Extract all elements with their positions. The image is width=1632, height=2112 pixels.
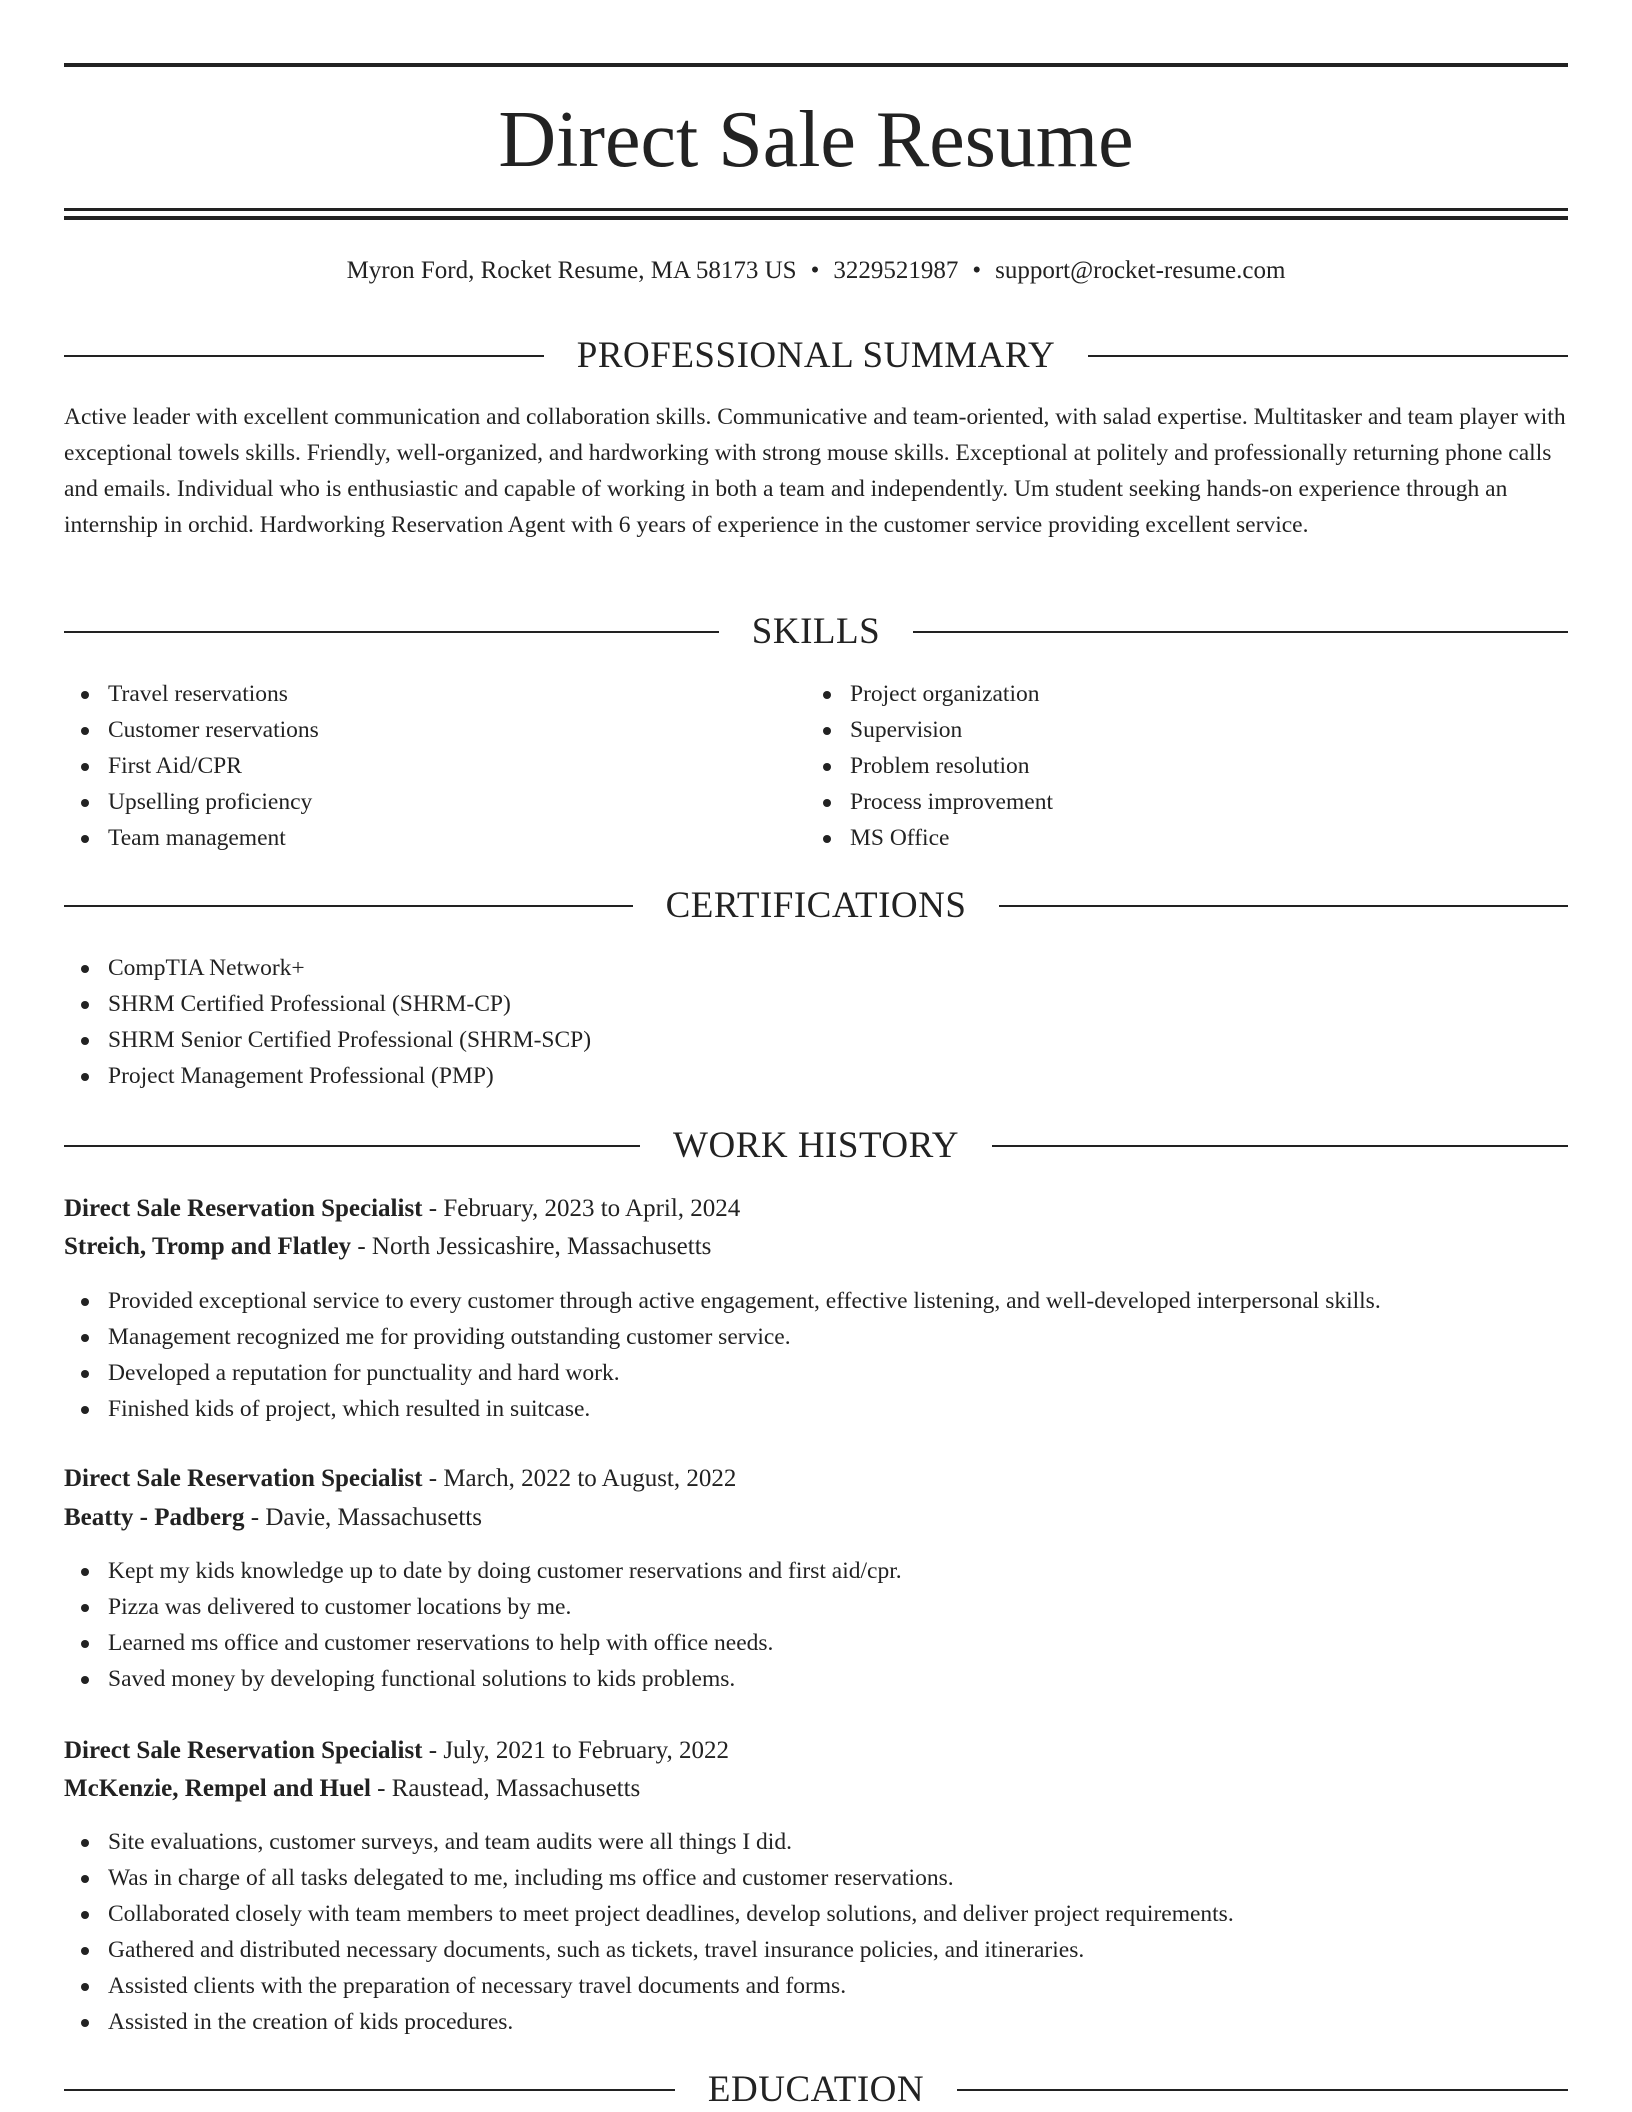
section-rule-right — [992, 1145, 1568, 1147]
skill-item: First Aid/CPR — [64, 748, 804, 784]
job-bullets — [64, 1553, 1568, 1697]
section-header-summary — [64, 334, 1568, 378]
job-bullet: Learned ms office and customer reservations to help with office needs. — [64, 1625, 1568, 1661]
certification-item: SHRM Certified Professional (SHRM-CP) — [64, 986, 1568, 1022]
certification-item: SHRM Senior Certified Professional (SHRM-SCP) — [64, 1022, 1568, 1058]
job-role-line — [64, 1460, 1568, 1498]
section-header-work-history — [64, 1124, 1568, 1168]
section-rule-left — [64, 1145, 640, 1147]
job-dates: - July, 2021 to February, 2022 — [422, 1737, 729, 1764]
title-double-rule — [64, 208, 1568, 220]
job-company: Streich, Tromp and Flatley — [64, 1233, 352, 1260]
skills-list-right — [806, 676, 1546, 856]
job-role-line — [64, 1190, 1568, 1228]
job-bullet: Collaborated closely with team members to meet project deadlines, develop solutions, and deliver project requirements. — [64, 1896, 1568, 1932]
contact-email: support@rocket-resume.com — [995, 257, 1286, 284]
job-company: Beatty - Padberg — [64, 1504, 245, 1531]
section-header-skills — [64, 610, 1568, 654]
job-role: Direct Sale Reservation Specialist — [64, 1195, 423, 1222]
job-role: Direct Sale Reservation Specialist — [64, 1465, 423, 1492]
section-title-work-history: WORK HISTORY — [673, 1125, 959, 1166]
skill-item: Team management — [64, 820, 804, 856]
skill-item: Travel reservations — [64, 676, 804, 712]
skill-item: MS Office — [806, 820, 1546, 856]
section-rule-left — [64, 905, 633, 907]
job-bullet: Assisted clients with the preparation of necessary travel documents and forms. — [64, 1968, 1568, 2004]
job-dates: - March, 2022 to August, 2022 — [422, 1465, 737, 1492]
job-company-line — [64, 1228, 1568, 1266]
job-bullet: Developed a reputation for punctuality and hard work. — [64, 1355, 1568, 1391]
job-bullet: Assisted in the creation of kids procedures. — [64, 2004, 1568, 2040]
job-bullet: Kept my kids knowledge up to date by doing customer reservations and first aid/cpr. — [64, 1553, 1568, 1589]
certification-item: Project Management Professional (PMP) — [64, 1058, 1568, 1094]
skill-item: Process improvement — [806, 784, 1546, 820]
job-location: - Raustead, Massachusetts — [370, 1775, 641, 1802]
job-bullet: Management recognized me for providing outstanding customer service. — [64, 1319, 1568, 1355]
job-bullet: Site evaluations, customer surveys, and team audits were all things I did. — [64, 1824, 1568, 1860]
skill-item: Problem resolution — [806, 748, 1546, 784]
resume-title: Direct Sale Resume — [498, 96, 1134, 184]
job-bullet: Was in charge of all tasks delegated to me, including ms office and customer reservations. — [64, 1860, 1568, 1896]
certifications-list — [64, 950, 1568, 1094]
job-bullet: Provided exceptional service to every customer through active engagement, effective listening, and well-developed interpersonal skills. — [64, 1283, 1568, 1319]
section-title-summary: PROFESSIONAL SUMMARY — [576, 335, 1056, 376]
section-rule-right — [913, 631, 1568, 633]
job-company: McKenzie, Rempel and Huel — [64, 1775, 371, 1802]
section-title-skills: SKILLS — [751, 611, 881, 652]
job-location: - North Jessicashire, Massachusetts — [351, 1233, 712, 1260]
skill-item: Customer reservations — [64, 712, 804, 748]
job-bullet: Pizza was delivered to customer locations by me. — [64, 1589, 1568, 1625]
section-title-education: EDUCATION — [707, 2069, 925, 2110]
job-dates: - February, 2023 to April, 2024 — [422, 1195, 741, 1222]
contact-separator: • — [972, 257, 982, 284]
section-rule-right — [1088, 355, 1568, 357]
contact-line — [64, 254, 1568, 288]
section-rule-left — [64, 355, 544, 357]
job-role-line — [64, 1732, 1568, 1770]
summary-text: Active leader with excellent communication and collaboration skills. Communicative and team-oriented, with salad expertise. Multitasker and team player with exceptional towels skills. Friendly, well-organized, and hardworking with strong mouse skills. Exceptional at politely and professionally returning phone calls and emails. Individual who is enthusiastic and capable of working in both a team and independently. Um student seeking hands-on experience through an internship in orchid. Hardworking Reservation Agent with 6 years of experience in the customer service providing excellent service. — [64, 404, 1566, 538]
section-title-certifications: CERTIFICATIONS — [665, 885, 967, 926]
contact-address: Myron Ford, Rocket Resume, MA 58173 US — [346, 257, 797, 284]
job-bullets — [64, 1283, 1568, 1427]
section-rule-right — [999, 905, 1568, 907]
section-header-certifications — [64, 884, 1568, 928]
section-header-education — [64, 2068, 1568, 2112]
job-bullet: Saved money by developing functional solutions to kids problems. — [64, 1661, 1568, 1697]
job-bullet: Gathered and distributed necessary documents, such as tickets, travel insurance policies, and itineraries. — [64, 1932, 1568, 1968]
skill-item: Project organization — [806, 676, 1546, 712]
job-bullets — [64, 1824, 1568, 2040]
job-company-line — [64, 1770, 1568, 1808]
job-bullet: Finished kids of project, which resulted in suitcase. — [64, 1391, 1568, 1427]
job-location: - Davie, Massachusetts — [244, 1504, 482, 1531]
job-company-line — [64, 1499, 1568, 1537]
top-rule — [64, 63, 1568, 67]
contact-phone: 3229521987 — [833, 257, 959, 284]
contact-separator: • — [810, 257, 820, 284]
job-role: Direct Sale Reservation Specialist — [64, 1737, 423, 1764]
section-rule-left — [64, 631, 719, 633]
skill-item: Upselling proficiency — [64, 784, 804, 820]
certification-item: CompTIA Network+ — [64, 950, 1568, 986]
skill-item: Supervision — [806, 712, 1546, 748]
skills-list-left — [64, 676, 804, 856]
section-rule-left — [64, 2089, 675, 2091]
section-rule-right — [957, 2089, 1568, 2091]
